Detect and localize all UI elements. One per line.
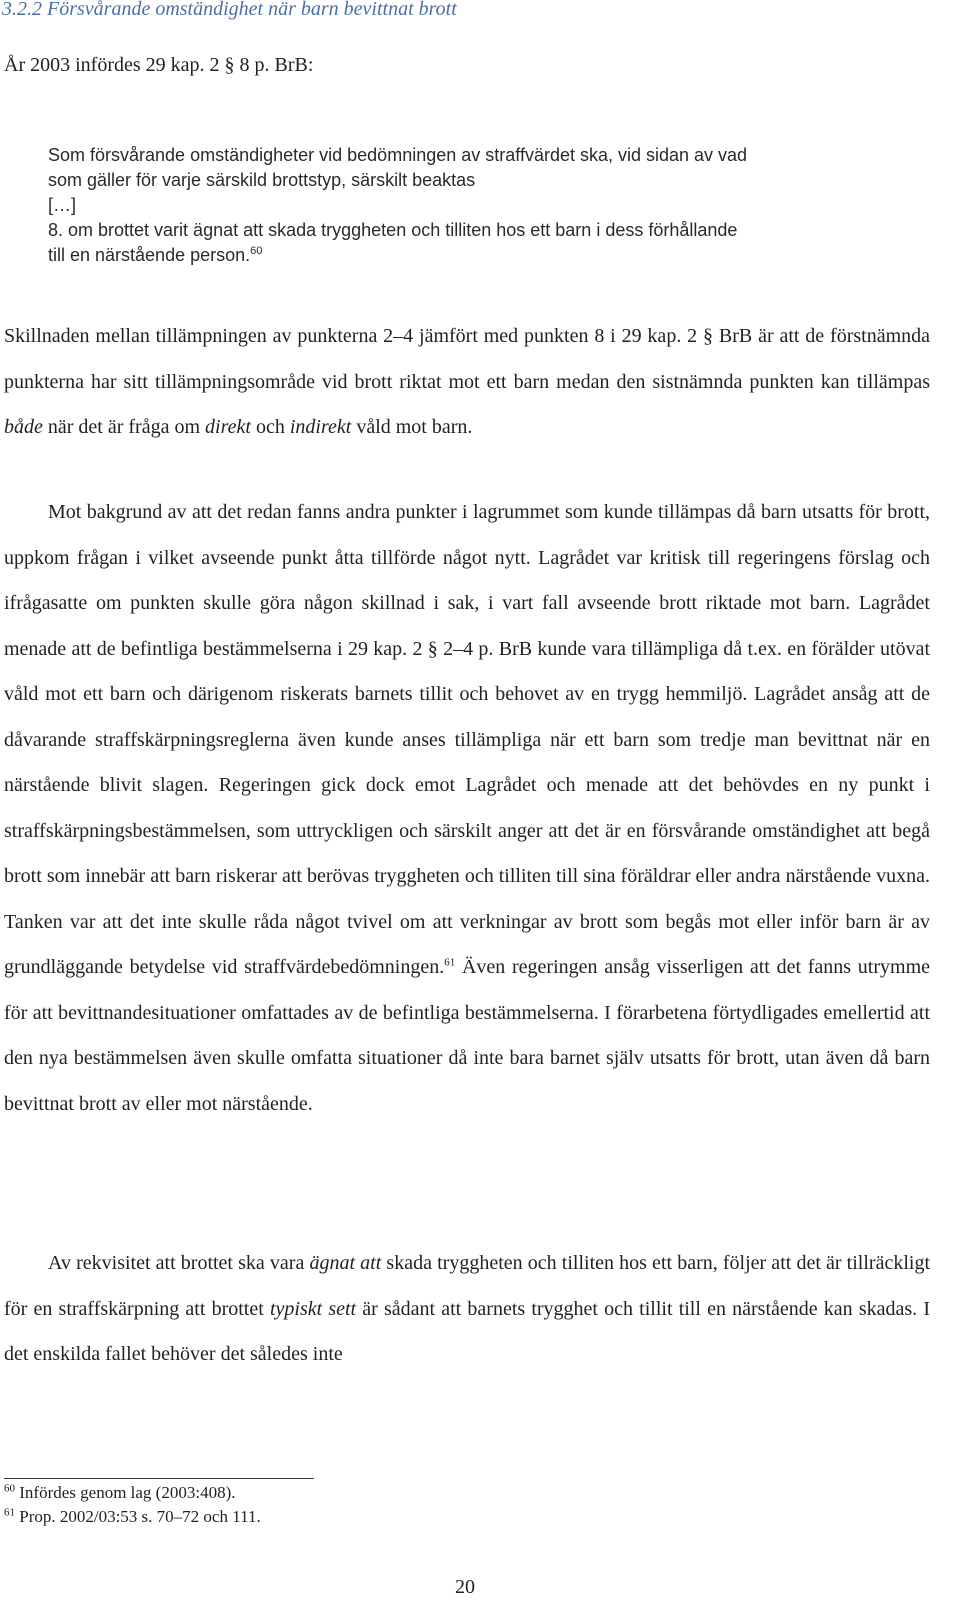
- quote-line: till en närstående person.$^{60}$: [48, 245, 263, 265]
- footnote-61: $^{61}$ Prop. 2002/03:53 s. 70–72 och 111.: [4, 1506, 261, 1526]
- quote-line: […]: [48, 195, 77, 215]
- footnote-60: $^{60}$ Infördes genom lag (2003:408).: [4, 1482, 236, 1502]
- footnote-divider: [4, 1478, 314, 1479]
- paragraph-3: Av rekvisitet att brottet ska vara ägnat att skada tryggheten och tilliten hos ett barn, följer att det är tillräckligt för en straffskärpning att brottet typiskt sett är sådant att barnets trygghet och tillit till en närstående kan skadas. I det enskilda fallet behöver det således inte: [4, 1252, 931, 1365]
- section-heading: 3.2.2 Försvårande omständighet när barn bevittnat brott: [2, 0, 457, 20]
- quote-line: 8. om brottet varit ägnat att skada tryggheten och tilliten hos ett barn i dess förhållande: [48, 220, 738, 240]
- footnote-ref: 61: [444, 956, 456, 969]
- paragraph-1: Skillnaden mellan tillämpningen av punkterna 2–4 jämfört med punkten 8 i 29 kap. 2 § BrB är att de förstnämnda punkterna har sitt tillämpningsområde vid brott riktat mot ett barn medan den sistnämnda punkten kan tillämpas både när det är fråga om direkt och indirekt våld mot barn.: [4, 325, 930, 438]
- quote-line: Som försvårande omständigheter vid bedömningen av straffvärdet ska, vid sidan av vad: [48, 145, 748, 165]
- quote-line: som gäller för varje särskild brottstyp, särskilt beaktas: [48, 170, 476, 190]
- footnote-ref: 60: [250, 245, 263, 257]
- intro-paragraph: År 2003 infördes 29 kap. 2 § 8 p. BrB:: [4, 54, 314, 76]
- paragraph-2: Mot bakgrund av att det redan fanns andra punkter i lagrummet som kunde tillämpas då barn utsatts för brott, uppkom frågan i vilket avseende punkt åtta tillförde något nytt. Lagrådet var kritisk till regeringens förslag och ifrågasatte om punkten skulle göra någon skillnad i sak, i vart fall avseende brott riktade mot barn. Lagrådet menade att de befintliga bestämmelserna i 29 kap. 2 § 2–4 p. BrB kunde vara tillämpliga då t.ex. en förälder utövat våld mot ett barn och därigenom riskerats barnets tillit och behovet av en trygg hemmiljö. Lagrådet ansåg att de dåvarande straffskärpningsreglerna även kunde anses tillämpliga när ett barn som tredje man bevittnat när en närstående blivit slagen. Regeringen gick dock emot Lagrådet och menade att det behövdes en ny punkt i straffskärpningsbestämmelsen, som uttryckligen och särskilt anger att det är en försvårande omständighet att begå brott som innebär att barn riskerar att berövas tryggheten och tilliten till sina föräldrar eller andra närstående vuxna. Tanken var att det inte skulle råda något tvivel om att verkningar av brott som begås mot eller inför barn är av grundläggande betydelse vid straffvärdebedömningen.$^{61}$ Även regeringen ansåg visserligen att det fanns utrymme för att bevittnandesituationer omfattades av de befintliga bestämmelserna. I förarbetena förtydligades emellertid att den nya bestämmelsen även skulle omfatta situationer då inte bara barnet själv utsatts för brott, utan även då barn bevittnat brott av eller mot närstående.: [4, 501, 930, 1115]
- statute-quote: [48, 143, 908, 268]
- page-number: 20: [455, 1576, 475, 1598]
